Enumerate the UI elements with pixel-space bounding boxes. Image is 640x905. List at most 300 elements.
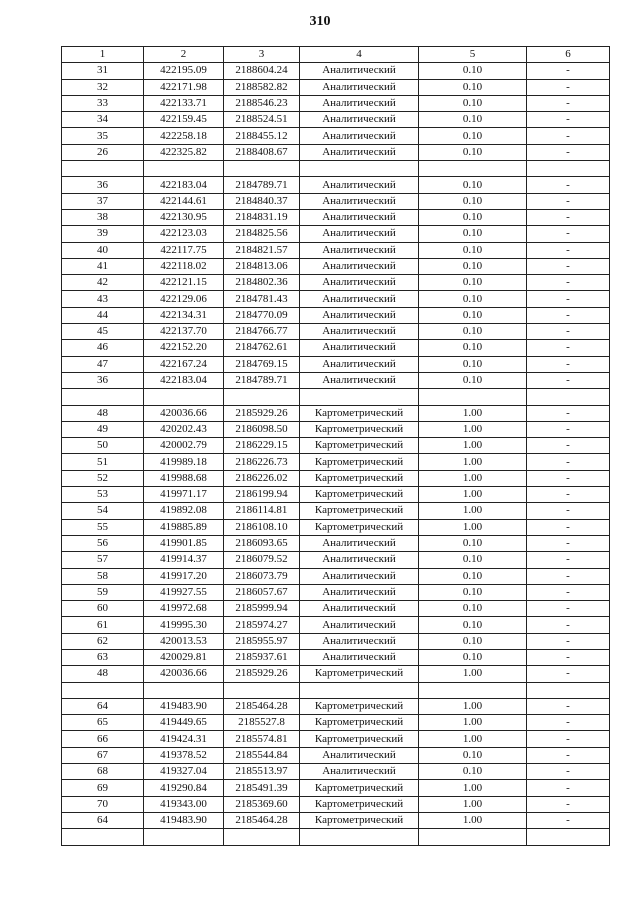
table-cell: 54	[62, 503, 144, 519]
table-row	[62, 340, 610, 356]
table-cell: -	[527, 79, 610, 95]
table-cell: 67	[62, 747, 144, 763]
table-cell: Аналитический	[300, 356, 419, 372]
table-cell: Картометрический	[300, 454, 419, 470]
table-cell: Картометрический	[300, 421, 419, 437]
table-cell: 0.10	[419, 584, 527, 600]
table-cell: -	[527, 63, 610, 79]
table-cell: 0.10	[419, 307, 527, 323]
table-row	[62, 438, 610, 454]
table-cell: Аналитический	[300, 633, 419, 649]
table-cell: Картометрический	[300, 438, 419, 454]
empty-cell	[527, 389, 610, 405]
table-cell: Аналитический	[300, 552, 419, 568]
table-row	[62, 324, 610, 340]
table-cell: 64	[62, 812, 144, 828]
table-row	[62, 535, 610, 551]
column-header: 3	[224, 47, 300, 63]
empty-cell	[527, 161, 610, 177]
table-cell: Аналитический	[300, 584, 419, 600]
table-cell: 0.10	[419, 128, 527, 144]
table-row	[62, 649, 610, 665]
table-cell: -	[527, 275, 610, 291]
table-cell: 48	[62, 405, 144, 421]
table-cell: Аналитический	[300, 193, 419, 209]
table-cell: 419988.68	[144, 470, 224, 486]
table-cell: 0.10	[419, 764, 527, 780]
table-cell: 2184831.19	[224, 209, 300, 225]
table-cell: 0.10	[419, 79, 527, 95]
table-cell: 2185955.97	[224, 633, 300, 649]
table-cell: -	[527, 633, 610, 649]
table-cell: 422134.31	[144, 307, 224, 323]
table-cell: 0.10	[419, 226, 527, 242]
table-cell: 1.00	[419, 698, 527, 714]
table-cell: 38	[62, 209, 144, 225]
table-cell: 419914.37	[144, 552, 224, 568]
table-cell: 2185464.28	[224, 812, 300, 828]
table-cell: Аналитический	[300, 307, 419, 323]
table-cell: -	[527, 601, 610, 617]
empty-cell	[300, 829, 419, 845]
table-row	[62, 307, 610, 323]
table-cell: 36	[62, 177, 144, 193]
table-cell: 422167.24	[144, 356, 224, 372]
table-row	[62, 747, 610, 763]
table-cell: 2188582.82	[224, 79, 300, 95]
table-cell: 48	[62, 666, 144, 682]
table-cell: 422137.70	[144, 324, 224, 340]
table-cell: 2186114.81	[224, 503, 300, 519]
table-cell: 0.10	[419, 275, 527, 291]
table-cell: 0.10	[419, 95, 527, 111]
table-cell: -	[527, 552, 610, 568]
table-cell: Картометрический	[300, 519, 419, 535]
table-cell: -	[527, 307, 610, 323]
table-row	[62, 405, 610, 421]
table-cell: 420036.66	[144, 666, 224, 682]
table-row	[62, 144, 610, 160]
table-cell: -	[527, 438, 610, 454]
table-cell: Аналитический	[300, 226, 419, 242]
empty-cell	[224, 682, 300, 698]
table-cell: 2185937.61	[224, 649, 300, 665]
table-cell: 26	[62, 144, 144, 160]
table-cell: 59	[62, 584, 144, 600]
table-cell: 2188408.67	[224, 144, 300, 160]
table-cell: 0.10	[419, 568, 527, 584]
table-cell: Аналитический	[300, 764, 419, 780]
table-cell: 419917.20	[144, 568, 224, 584]
table-cell: -	[527, 698, 610, 714]
table-cell: 422144.61	[144, 193, 224, 209]
table-cell: 1.00	[419, 812, 527, 828]
table-row	[62, 552, 610, 568]
table-cell: 69	[62, 780, 144, 796]
table-cell: 2186093.65	[224, 535, 300, 551]
table-cell: 1.00	[419, 666, 527, 682]
table-cell: 2185527.8	[224, 715, 300, 731]
table-cell: 422159.45	[144, 112, 224, 128]
table-cell: 0.10	[419, 144, 527, 160]
table-row	[62, 470, 610, 486]
table-cell: 419483.90	[144, 812, 224, 828]
table-cell: 2186057.67	[224, 584, 300, 600]
table-cell: 43	[62, 291, 144, 307]
table-cell: 0.10	[419, 340, 527, 356]
table-cell: Картометрический	[300, 715, 419, 731]
table-cell: 56	[62, 535, 144, 551]
table-cell: -	[527, 421, 610, 437]
table-cell: 1.00	[419, 405, 527, 421]
table-cell: 35	[62, 128, 144, 144]
table-cell: Аналитический	[300, 340, 419, 356]
table-cell: 1.00	[419, 519, 527, 535]
table-cell: 2184762.61	[224, 340, 300, 356]
table-cell: 42	[62, 275, 144, 291]
table-cell: 58	[62, 568, 144, 584]
table-cell: 1.00	[419, 421, 527, 437]
table-cell: Аналитический	[300, 63, 419, 79]
table-row	[62, 128, 610, 144]
table-cell: -	[527, 95, 610, 111]
table-row	[62, 617, 610, 633]
table-cell: 420013.53	[144, 633, 224, 649]
table-row	[62, 209, 610, 225]
table-cell: 2188524.51	[224, 112, 300, 128]
table-cell: Аналитический	[300, 324, 419, 340]
table-cell: Картометрический	[300, 731, 419, 747]
table-cell: Аналитический	[300, 128, 419, 144]
table-cell: Картометрический	[300, 666, 419, 682]
table-cell: -	[527, 258, 610, 274]
table-cell: 2184840.37	[224, 193, 300, 209]
table-cell: 2184825.56	[224, 226, 300, 242]
table-cell: 2185999.94	[224, 601, 300, 617]
table-cell: 2185929.26	[224, 405, 300, 421]
table-row	[62, 698, 610, 714]
table-cell: 1.00	[419, 487, 527, 503]
table-cell: Аналитический	[300, 649, 419, 665]
table-cell: 420029.81	[144, 649, 224, 665]
table-cell: -	[527, 177, 610, 193]
table-body	[62, 63, 610, 845]
table-cell: Аналитический	[300, 275, 419, 291]
table-cell: -	[527, 535, 610, 551]
table-row	[62, 372, 610, 388]
empty-cell	[144, 161, 224, 177]
table-cell: 419971.17	[144, 487, 224, 503]
table-cell: Аналитический	[300, 291, 419, 307]
table-cell: 44	[62, 307, 144, 323]
empty-cell	[419, 161, 527, 177]
table-cell: 46	[62, 340, 144, 356]
table-cell: 2186199.94	[224, 487, 300, 503]
table-cell: -	[527, 812, 610, 828]
table-cell: 2185369.60	[224, 796, 300, 812]
table-cell: Аналитический	[300, 95, 419, 111]
table-cell: 66	[62, 731, 144, 747]
table-cell: -	[527, 209, 610, 225]
table-cell: 419885.89	[144, 519, 224, 535]
column-header: 4	[300, 47, 419, 63]
table-cell: 2184789.71	[224, 177, 300, 193]
table-cell: 0.10	[419, 552, 527, 568]
table-row	[62, 63, 610, 79]
table-cell: 57	[62, 552, 144, 568]
table-cell: 2186226.02	[224, 470, 300, 486]
table-cell: 0.10	[419, 649, 527, 665]
table-cell: -	[527, 193, 610, 209]
table-cell: 0.10	[419, 356, 527, 372]
empty-cell	[300, 682, 419, 698]
table-cell: 422130.95	[144, 209, 224, 225]
table-cell: -	[527, 487, 610, 503]
table-cell: 422133.71	[144, 95, 224, 111]
table-row	[62, 95, 610, 111]
table-cell: 2184821.57	[224, 242, 300, 258]
table-cell: 419995.30	[144, 617, 224, 633]
table-cell: -	[527, 405, 610, 421]
table-cell: 422183.04	[144, 177, 224, 193]
table-cell: 0.10	[419, 617, 527, 633]
table-cell: 419424.31	[144, 731, 224, 747]
table-row	[62, 731, 610, 747]
empty-cell	[62, 389, 144, 405]
table-row	[62, 568, 610, 584]
table-cell: Аналитический	[300, 112, 419, 128]
table-cell: Аналитический	[300, 242, 419, 258]
empty-cell	[300, 161, 419, 177]
table-row	[62, 633, 610, 649]
table-cell: 0.10	[419, 372, 527, 388]
table-row	[62, 242, 610, 258]
table-cell: Картометрический	[300, 812, 419, 828]
table-cell: 419892.08	[144, 503, 224, 519]
table-cell: 2188604.24	[224, 63, 300, 79]
table-cell: 36	[62, 372, 144, 388]
table-cell: 422195.09	[144, 63, 224, 79]
table-row	[62, 812, 610, 828]
table-cell: 422121.15	[144, 275, 224, 291]
header-row	[62, 47, 610, 63]
table-cell: Аналитический	[300, 258, 419, 274]
table-cell: 2185513.97	[224, 764, 300, 780]
table-cell: -	[527, 617, 610, 633]
table-cell: 0.10	[419, 633, 527, 649]
empty-cell	[224, 389, 300, 405]
table-cell: Картометрический	[300, 487, 419, 503]
coordinates-table	[61, 46, 610, 846]
table-cell: 65	[62, 715, 144, 731]
table-cell: 53	[62, 487, 144, 503]
table-cell: 2186079.52	[224, 552, 300, 568]
table-cell: -	[527, 796, 610, 812]
table-row	[62, 519, 610, 535]
table-cell: 33	[62, 95, 144, 111]
page-number: 310	[309, 14, 331, 29]
table-row	[62, 226, 610, 242]
empty-cell	[144, 389, 224, 405]
separator-row	[62, 682, 610, 698]
table-row	[62, 796, 610, 812]
table-cell: 62	[62, 633, 144, 649]
table-cell: 419378.52	[144, 747, 224, 763]
table-cell: Аналитический	[300, 79, 419, 95]
table-cell: 422118.02	[144, 258, 224, 274]
table-cell: 70	[62, 796, 144, 812]
table-cell: -	[527, 112, 610, 128]
table-cell: 55	[62, 519, 144, 535]
table-cell: 422171.98	[144, 79, 224, 95]
empty-cell	[527, 682, 610, 698]
empty-cell	[62, 161, 144, 177]
table-cell: Картометрический	[300, 698, 419, 714]
table-cell: 68	[62, 764, 144, 780]
table-cell: 0.10	[419, 324, 527, 340]
table-cell: -	[527, 764, 610, 780]
table-cell: 2185574.81	[224, 731, 300, 747]
table-cell: 422258.18	[144, 128, 224, 144]
table-cell: -	[527, 780, 610, 796]
table-row	[62, 503, 610, 519]
table-cell: 31	[62, 63, 144, 79]
table-cell: 0.10	[419, 177, 527, 193]
table-cell: 419972.68	[144, 601, 224, 617]
column-header: 1	[62, 47, 144, 63]
table-cell: 419290.84	[144, 780, 224, 796]
table-cell: 2186226.73	[224, 454, 300, 470]
table-cell: -	[527, 731, 610, 747]
table-cell: 2184770.09	[224, 307, 300, 323]
separator-row	[62, 829, 610, 845]
table-cell: 422123.03	[144, 226, 224, 242]
table-cell: -	[527, 454, 610, 470]
separator-row	[62, 389, 610, 405]
table-cell: 41	[62, 258, 144, 274]
empty-cell	[419, 389, 527, 405]
table-cell: Аналитический	[300, 144, 419, 160]
table-cell: 1.00	[419, 503, 527, 519]
table-cell: 52	[62, 470, 144, 486]
table-row	[62, 584, 610, 600]
table-cell: 0.10	[419, 112, 527, 128]
table-cell: 419327.04	[144, 764, 224, 780]
table-cell: Аналитический	[300, 177, 419, 193]
table-cell: 422152.20	[144, 340, 224, 356]
table-cell: 0.10	[419, 193, 527, 209]
table-row	[62, 421, 610, 437]
table-row	[62, 666, 610, 682]
table-cell: 0.10	[419, 63, 527, 79]
table-cell: Аналитический	[300, 568, 419, 584]
column-header: 6	[527, 47, 610, 63]
table-row	[62, 112, 610, 128]
table-cell: 1.00	[419, 780, 527, 796]
table-cell: -	[527, 356, 610, 372]
table-cell: 0.10	[419, 535, 527, 551]
table-cell: -	[527, 519, 610, 535]
table-cell: Аналитический	[300, 372, 419, 388]
table-cell: 419449.65	[144, 715, 224, 731]
table-cell: -	[527, 144, 610, 160]
table-cell: 2185929.26	[224, 666, 300, 682]
table-cell: 420002.79	[144, 438, 224, 454]
table-row	[62, 193, 610, 209]
table-row	[62, 356, 610, 372]
table-cell: Картометрический	[300, 796, 419, 812]
table-cell: -	[527, 584, 610, 600]
table-cell: Аналитический	[300, 535, 419, 551]
table-cell: -	[527, 128, 610, 144]
table-cell: 40	[62, 242, 144, 258]
table-cell: 2186108.10	[224, 519, 300, 535]
table-cell: 2188455.12	[224, 128, 300, 144]
table-cell: 39	[62, 226, 144, 242]
table-cell: 45	[62, 324, 144, 340]
table-cell: 60	[62, 601, 144, 617]
empty-cell	[527, 829, 610, 845]
table-cell: 2185974.27	[224, 617, 300, 633]
table-cell: Аналитический	[300, 601, 419, 617]
table-cell: -	[527, 666, 610, 682]
empty-cell	[62, 829, 144, 845]
table-cell: 422117.75	[144, 242, 224, 258]
table-cell: 1.00	[419, 796, 527, 812]
table-cell: 2185464.28	[224, 698, 300, 714]
table-cell: 419483.90	[144, 698, 224, 714]
table-row	[62, 780, 610, 796]
table-cell: 2184789.71	[224, 372, 300, 388]
table-cell: -	[527, 291, 610, 307]
table-cell: Картометрический	[300, 405, 419, 421]
separator-row	[62, 161, 610, 177]
table-cell: -	[527, 503, 610, 519]
table-cell: 0.10	[419, 747, 527, 763]
table-cell: 47	[62, 356, 144, 372]
table-cell: -	[527, 470, 610, 486]
table-cell: 2186073.79	[224, 568, 300, 584]
table-cell: 422129.06	[144, 291, 224, 307]
table-cell: -	[527, 242, 610, 258]
table-cell: 419989.18	[144, 454, 224, 470]
empty-cell	[300, 389, 419, 405]
table-row	[62, 177, 610, 193]
table-cell: 2184802.36	[224, 275, 300, 291]
table-cell: 32	[62, 79, 144, 95]
table-cell: -	[527, 715, 610, 731]
table-cell: 419901.85	[144, 535, 224, 551]
table-cell: 0.10	[419, 601, 527, 617]
table-cell: 34	[62, 112, 144, 128]
table-cell: 422325.82	[144, 144, 224, 160]
table-row	[62, 487, 610, 503]
table-cell: 0.10	[419, 291, 527, 307]
table-cell: -	[527, 372, 610, 388]
table-cell: Аналитический	[300, 209, 419, 225]
table-row	[62, 291, 610, 307]
table-cell: 419343.00	[144, 796, 224, 812]
table-cell: 1.00	[419, 438, 527, 454]
empty-cell	[144, 682, 224, 698]
table-cell: 2186098.50	[224, 421, 300, 437]
table-cell: 0.10	[419, 242, 527, 258]
empty-cell	[419, 682, 527, 698]
table-cell: 51	[62, 454, 144, 470]
table-cell: 2188546.23	[224, 95, 300, 111]
column-header: 2	[144, 47, 224, 63]
table-row	[62, 601, 610, 617]
